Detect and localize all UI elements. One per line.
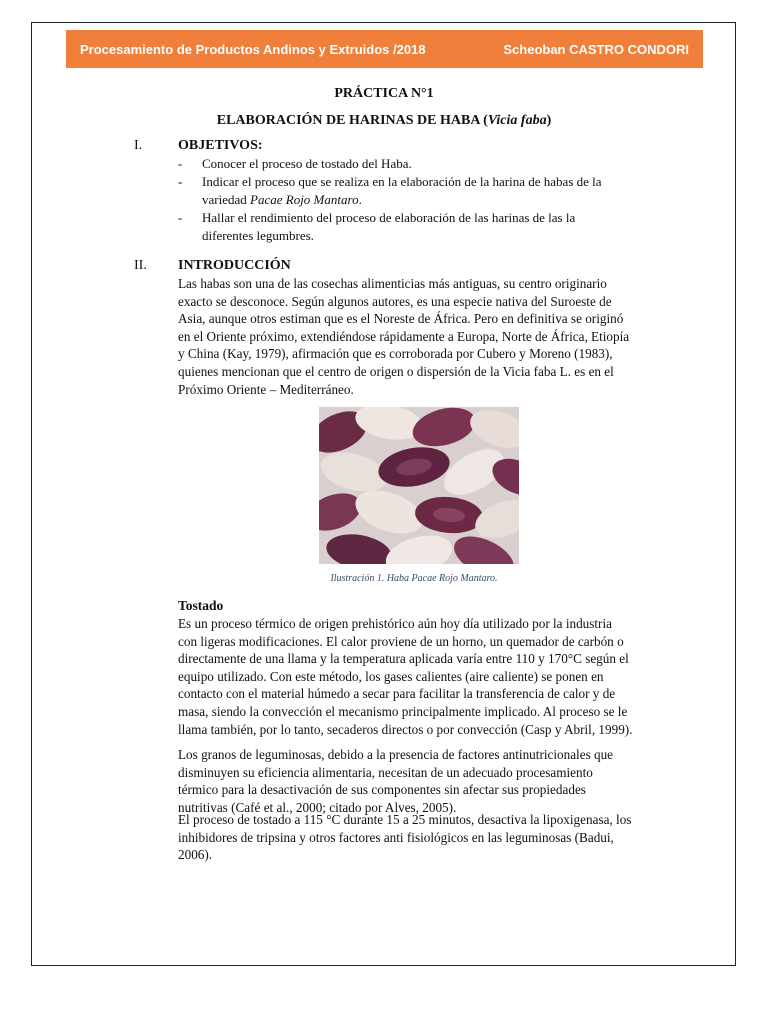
figure-caption: Ilustración 1. Haba Pacae Rojo Mantaro. xyxy=(330,573,498,584)
objectives-list xyxy=(178,155,628,245)
course-title: Procesamiento de Productos Andinos y Extruidos /2018 xyxy=(80,41,426,57)
introduction-paragraph: Las habas son una de las cosechas alimenticias más antiguas, su centro originario exacto se desconoce. Según algunos autores, es una especie nativa del Suroeste de Asia, aunque otros estiman que es el Noreste de África. Pero en definitiva se originó en el Oriente próximo, extendiéndose rápidamente a Europa, Norte de África, Etiopía y China (Kay, 1979), afirmación que es corroborada por Cubero y Moreno (1983), quienes mencionan que el centro de origen o dispersión de la Vicia faba L. es en el Próximo Oriente – Mediterráneo. xyxy=(178,276,630,397)
list-item: - Indicar el proceso que se realiza en la elaboración de la harina de habas de la variedad Pacae Rojo Mantaro. xyxy=(178,174,602,207)
tostado-paragraph-1: Es un proceso térmico de origen prehistórico aún hoy día utilizado por la industria con ligeras modificaciones. El calor proviene de un horno, un quemador de carbón o directamente de una llama y la temperatura aplicada varía entre 110 y 170°C según el equipo utilizado. Con este método, los gases calientes (aire caliente) se ponen en contacto con el material húmedo a secar para facilitar la transferencia de calor y de masa, siendo la convección el mecanismo principalmente implicado. Al proceso se le llama también, por lo tanto, secaderos directos o por convección (Casp y Abril, 1999). xyxy=(178,616,633,737)
practice-title: PRÁCTICA N°1 xyxy=(334,86,434,101)
section-1-number: I. xyxy=(134,138,143,153)
section-2-number: II. xyxy=(134,258,147,273)
fava-bean-photo xyxy=(319,407,519,564)
list-item: - Conocer el proceso de tostado del Haba. xyxy=(178,156,412,171)
tostado-paragraph-2: Los granos de leguminosas, debido a la presencia de factores antinutricionales que disminuyen su eficiencia alimentaria, necesitan de un adecuado procesamiento térmico para la desactivación de sus componentes sin afectar sus propiedades nutritivas (Café et al., 2000; citado por Alves, 2005). xyxy=(178,747,614,815)
author-name: Scheoban CASTRO CONDORI xyxy=(503,41,689,57)
section-2-heading: INTRODUCCIÓN xyxy=(178,258,291,273)
main-title: ELABORACIÓN DE HARINAS DE HABA (Vicia faba) xyxy=(216,113,552,128)
tostado-paragraph-3: El proceso de tostado a 115 °C durante 15 a 25 minutos, desactiva la lipoxigenasa, los inhibidores de tripsina y otros factores anti fisiológicos en las leguminosas (Badui, 2006). xyxy=(178,812,632,863)
species-name: Vicia faba xyxy=(487,113,547,128)
section-1-heading: OBJETIVOS: xyxy=(178,138,263,153)
list-item: - Hallar el rendimiento del proceso de elaboración de las harinas de las la diferentes legumbres. xyxy=(178,210,576,243)
document-header xyxy=(66,30,703,68)
tostado-heading: Tostado xyxy=(178,598,224,613)
